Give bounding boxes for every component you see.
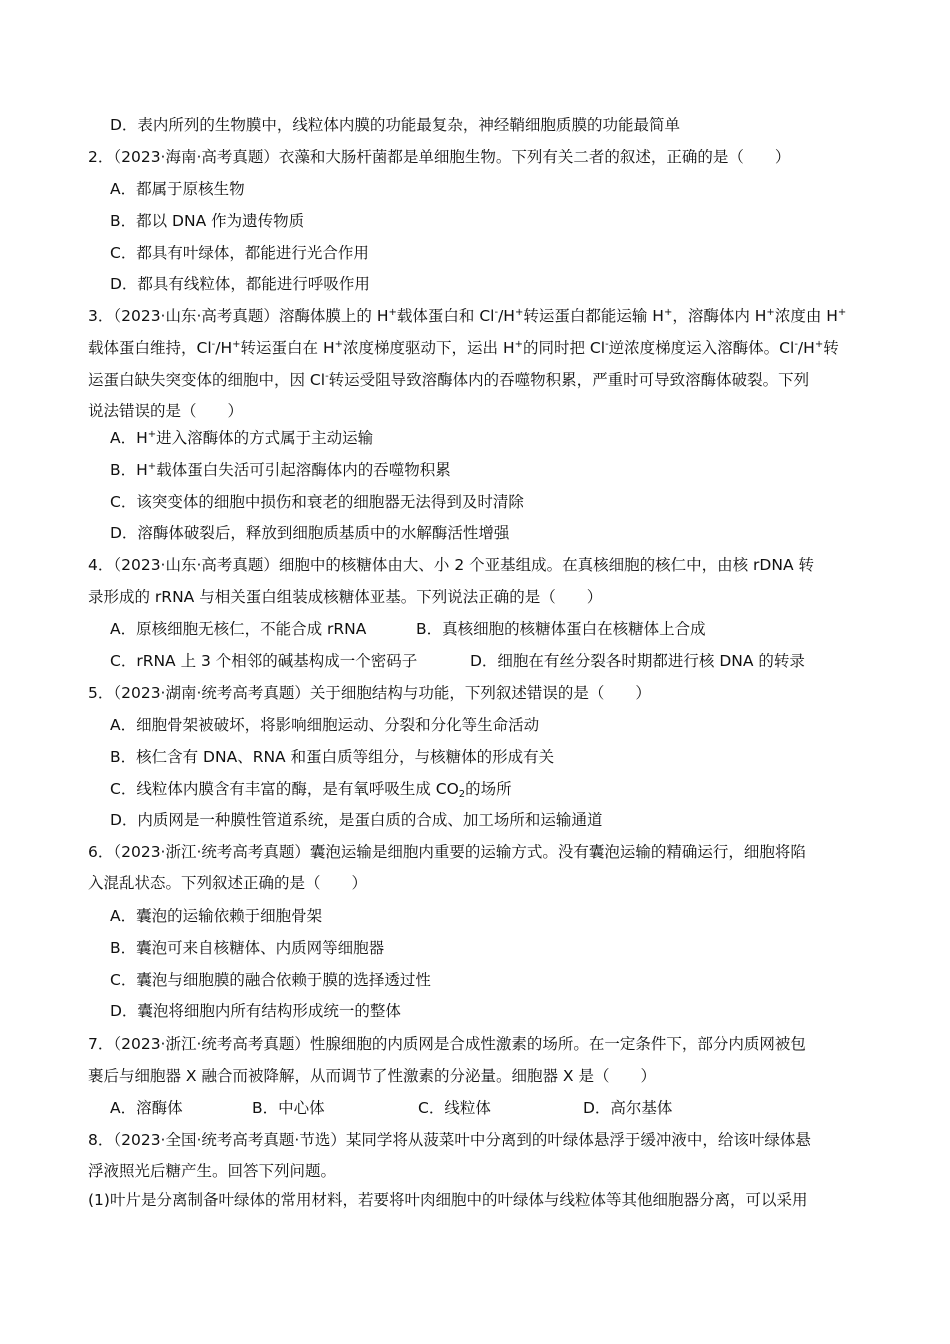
q7-option-b: B．中心体 [252,1099,325,1117]
q7-option-c: C．线粒体 [418,1099,491,1117]
q2-option-a: A．都属于原核生物 [110,180,245,198]
q5-option-c: C．线粒体内膜含有丰富的酶，是有氧呼吸生成 $CO_2$的场所 [110,780,512,800]
q4-stem-line2: 录形成的 rRNA 与相关蛋白组装成核糖体亚基。下列说法正确的是（ ） [88,588,603,606]
q3-option-a: A．H+进入溶酶体的方式属于主动运输 [110,429,374,447]
q4-option-c: C．rRNA 上 3 个相邻的碱基构成一个密码子 [110,652,418,670]
q5-option-a: A．细胞骨架被破坏，将影响细胞运动、分裂和分化等生命活动 [110,716,540,734]
q8-stem-line1: 8．（2023·全国·统考高考真题·节选）某同学将从菠菜叶中分离到的叶绿体悬浮于缓冲液中，给该叶绿体悬 [88,1131,811,1149]
q7-option-d: D．高尔基体 [583,1099,673,1117]
q3-option-d: D．溶酶体破裂后，释放到细胞质基质中的水解酶活性增强 [110,524,510,542]
q6-option-d: D．囊泡将细胞内所有结构形成统一的整体 [110,1002,401,1020]
q5-option-b: B．核仁含有 DNA、RNA 和蛋白质等组分，与核糖体的形成有关 [110,748,555,766]
q6-stem-line2: 入混乱状态。下列叙述正确的是（ ） [88,874,368,892]
q3-stem-line3: 运蛋白缺失突变体的细胞中，因 Cl-转运受阻导致溶酶体内的吞噬物积累，严重时可导致溶酶体破裂。下列 [88,371,810,389]
q4-option-d: D．细胞在有丝分裂各时期都进行核 DNA 的转录 [470,652,805,670]
q3-option-c: C．该突变体的细胞中损伤和衰老的细胞器无法得到及时清除 [110,493,524,511]
q7-stem-line2: 裹后与细胞器 X 融合而被降解，从而调节了性激素的分泌量。细胞器 X 是（ ） [88,1067,656,1085]
q2-option-b: B．都以 DNA 作为遗传物质 [110,212,305,230]
q5-stem: 5．（2023·湖南·统考高考真题）关于细胞结构与功能，下列叙述错误的是（ ） [88,684,651,702]
q4-option-a: A．原核细胞无核仁，不能合成 rRNA [110,620,367,638]
q1-option-d: D．表内所列的生物膜中，线粒体内膜的功能最复杂，神经鞘细胞质膜的功能最简单 [110,116,680,134]
q7-option-a: A．溶酶体 [110,1099,183,1117]
q4-option-b: B．真核细胞的核糖体蛋白在核糖体上合成 [416,620,706,638]
q3-stem-line2: 载体蛋白维持，Cl-/H+转运蛋白在 H+浓度梯度驱动下，运出 H+的同时把 Cl-逆浓度梯度运入溶酶体。Cl-/H+转 [88,339,839,357]
q3-stem-line4: 说法错误的是（ ） [88,402,244,420]
q6-option-c: C．囊泡与细胞膜的融合依赖于膜的选择透过性 [110,971,431,989]
q6-option-b: B．囊泡可来自核糖体、内质网等细胞器 [110,939,385,957]
q2-option-d: D．都具有线粒体，都能进行呼吸作用 [110,275,370,293]
q7-stem-line1: 7．（2023·浙江·统考高考真题）性腺细胞的内质网是合成性激素的场所。在一定条件下，部分内质网被包 [88,1035,806,1053]
q5-option-d: D．内质网是一种膜性管道系统，是蛋白质的合成、加工场所和运输通道 [110,811,603,829]
q8-stem-line2: 浮液照光后糖产生。回答下列问题。 [88,1162,337,1180]
q2-option-c: C．都具有叶绿体，都能进行光合作用 [110,244,369,262]
q6-option-a: A．囊泡的运输依赖于细胞骨架 [110,907,323,925]
q3-option-b: B．H+载体蛋白失活可引起溶酶体内的吞噬物积累 [110,461,451,479]
q4-stem-line1: 4．（2023·山东·高考真题）细胞中的核糖体由大、小 2 个亚基组成。在真核细胞的核仁中，由核 rDNA 转 [88,556,814,574]
q2-stem: 2．（2023·海南·高考真题）衣藻和大肠杆菌都是单细胞生物。下列有关二者的叙述，正确的是（ ） [88,148,791,166]
q6-stem-line1: 6．（2023·浙江·统考高考真题）囊泡运输是细胞内重要的运输方式。没有囊泡运输的精确运行，细胞将陷 [88,843,806,861]
q3-stem-line1: 3．（2023·山东·高考真题）溶酶体膜上的 H+载体蛋白和 Cl-/H+转运蛋白都能运输 H+，溶酶体内 H+浓度由 H+ [88,307,847,325]
q8-sub1: (1)叶片是分离制备叶绿体的常用材料，若要将叶肉细胞中的叶绿体与线粒体等其他细胞器分离，可以采用 [88,1191,808,1209]
